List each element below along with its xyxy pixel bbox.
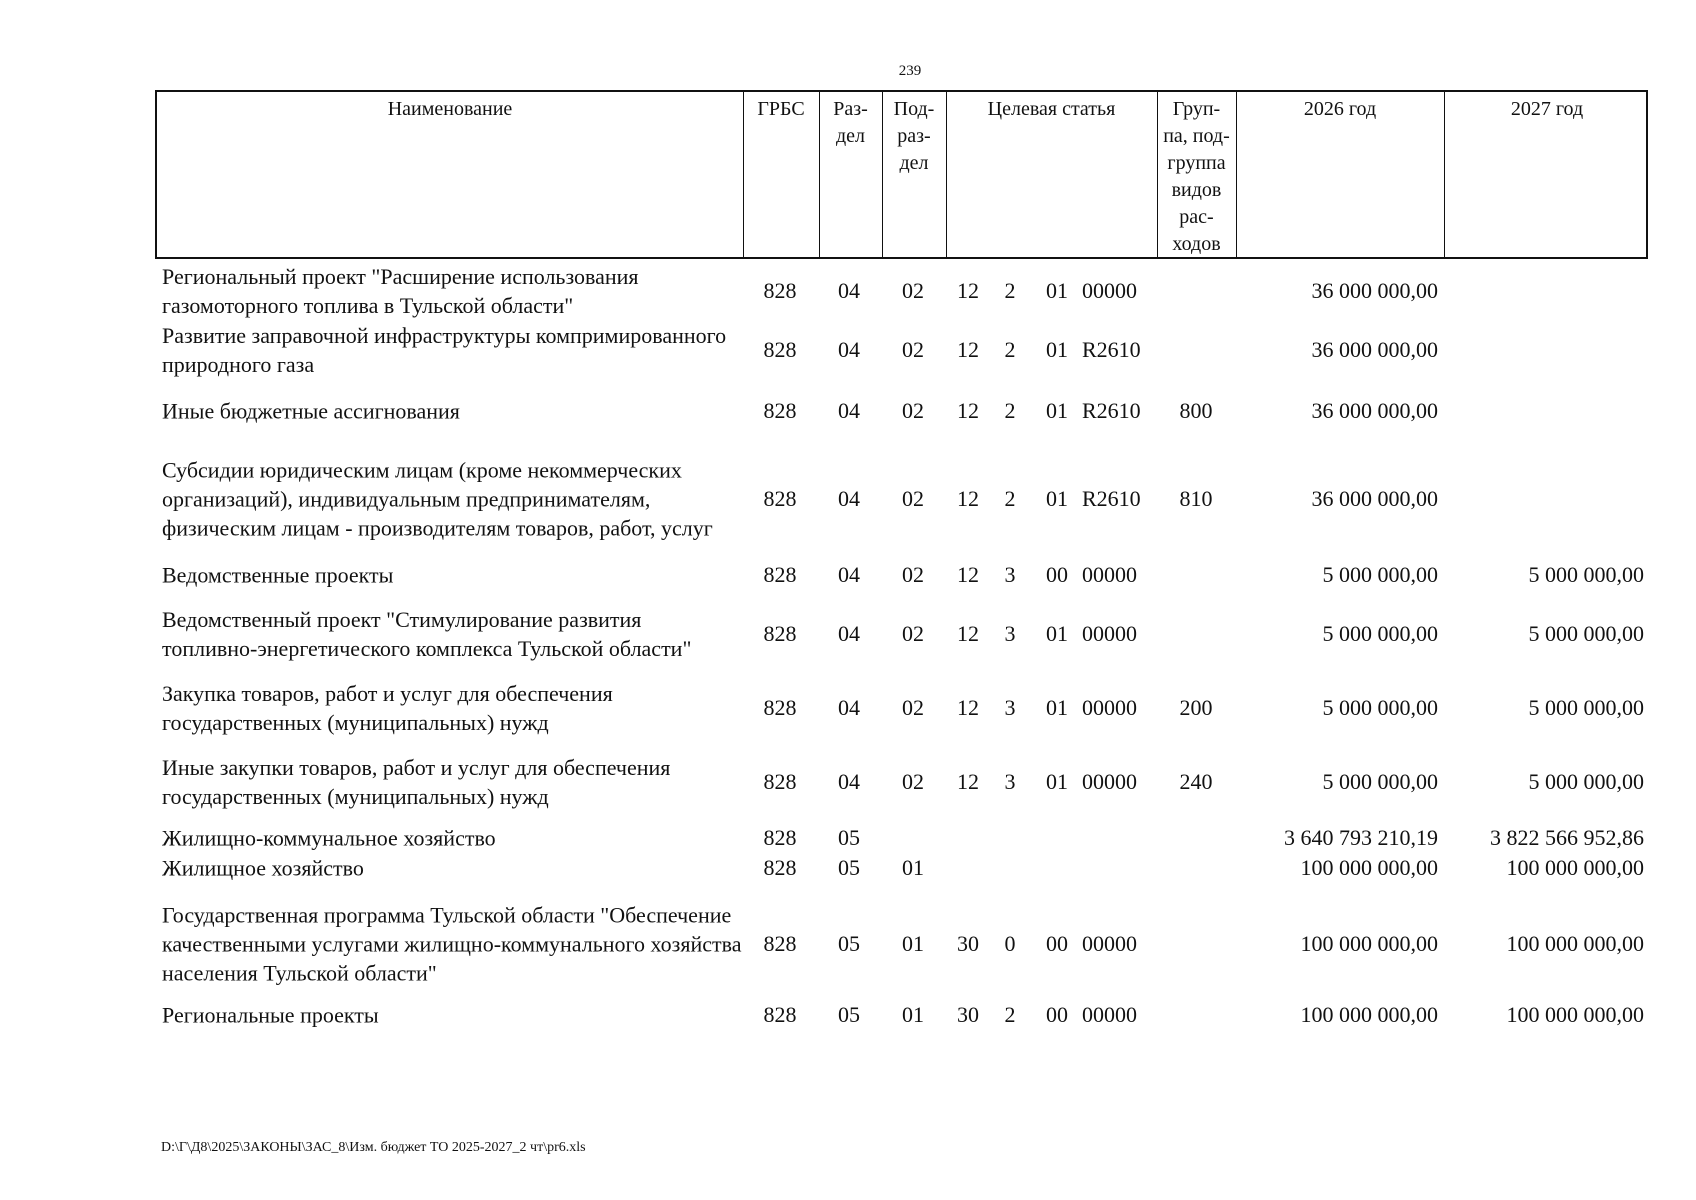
- table-row: [0, 262, 1696, 320]
- row-podrazdel: 02: [902, 695, 924, 720]
- row-target-3: 01: [1046, 398, 1068, 423]
- table-header: [155, 90, 1648, 259]
- row-target-4: 00000: [1082, 621, 1137, 646]
- row-razdel: 04: [838, 398, 860, 423]
- row-target-4: 00000: [1082, 769, 1137, 794]
- row-target-4: R2610: [1082, 337, 1141, 362]
- row-2026: 5 000 000,00: [1322, 621, 1438, 646]
- row-podrazdel: 01: [902, 855, 924, 880]
- row-name: Государственная программа Тульской области "Обеспечение качественными услугами жилищно-коммунального хозяйства населения Тульской области": [162, 902, 742, 986]
- row-2027: 3 822 566 952,86: [1490, 825, 1644, 850]
- row-2027: 5 000 000,00: [1528, 621, 1644, 646]
- row-name: Развитие заправочной инфраструктуры компримированного природного газа: [162, 323, 727, 377]
- row-2026: 36 000 000,00: [1311, 337, 1438, 362]
- row-target-1: 12: [957, 769, 979, 794]
- row-target-4: R2610: [1082, 398, 1141, 423]
- row-target-1: 12: [957, 278, 979, 303]
- row-razdel: 04: [838, 562, 860, 587]
- header-grbs: ГРБС: [757, 98, 805, 120]
- header-2027: 2027 год: [1510, 98, 1584, 120]
- row-2027: 5 000 000,00: [1528, 769, 1644, 794]
- row-grbs: 828: [763, 825, 797, 850]
- row-grbs: 828: [763, 769, 797, 794]
- row-grbs: 828: [763, 337, 797, 362]
- row-target-1: 12: [957, 621, 979, 646]
- table-row: [0, 853, 1696, 883]
- row-grbs: 828: [763, 1002, 797, 1027]
- table-row: [0, 603, 1696, 665]
- row-name: Закупка товаров, работ и услуг для обеспечения государственных (муниципальных) нужд: [162, 681, 613, 735]
- row-target-3: 01: [1046, 278, 1068, 303]
- row-2026: 100 000 000,00: [1300, 855, 1438, 880]
- row-target-3: 01: [1046, 695, 1068, 720]
- row-target-3: 00: [1046, 931, 1068, 956]
- header-2026: 2026 год: [1303, 98, 1377, 120]
- row-target-3: 01: [1046, 486, 1068, 511]
- table-row: [0, 998, 1696, 1032]
- header-celevaya: Целевая статья: [987, 98, 1116, 120]
- row-target-4: 00000: [1082, 562, 1137, 587]
- row-target-1: 12: [957, 398, 979, 423]
- row-target-2: 3: [1004, 621, 1016, 646]
- row-target-4: R2610: [1082, 486, 1141, 511]
- row-podrazdel: 02: [902, 398, 924, 423]
- row-grbs: 828: [763, 562, 797, 587]
- row-2026: 100 000 000,00: [1300, 931, 1438, 956]
- row-target-2: 2: [1004, 486, 1016, 511]
- row-target-2: 2: [1004, 337, 1016, 362]
- row-group: 800: [1179, 398, 1213, 423]
- row-group: 240: [1179, 769, 1213, 794]
- row-target-1: 12: [957, 562, 979, 587]
- row-target-1: 30: [957, 1002, 979, 1027]
- row-podrazdel: 01: [902, 931, 924, 956]
- file-path-footer: D:\Г\Д8\2025\ЗАКОНЫ\ЗАС_8\Изм. бюджет ТО 2025-2027_2 чт\pr6.xls: [161, 1140, 586, 1155]
- row-2027: 5 000 000,00: [1528, 562, 1644, 587]
- row-target-2: 2: [1004, 1002, 1016, 1027]
- row-2026: 36 000 000,00: [1311, 486, 1438, 511]
- row-razdel: 05: [838, 931, 860, 956]
- row-name: Ведомственные проекты: [162, 562, 394, 588]
- row-target-2: 3: [1004, 695, 1016, 720]
- row-target-2: 3: [1004, 562, 1016, 587]
- table-row: [0, 394, 1696, 428]
- row-grbs: 828: [763, 486, 797, 511]
- row-target-3: 01: [1046, 621, 1068, 646]
- row-target-1: 12: [957, 695, 979, 720]
- row-grbs: 828: [763, 398, 797, 423]
- row-2027: 100 000 000,00: [1506, 855, 1644, 880]
- header-podrazdel: Под- раз- дел: [893, 98, 935, 174]
- table-row: [0, 677, 1696, 739]
- row-grbs: 828: [763, 695, 797, 720]
- row-2026: 3 640 793 210,19: [1284, 825, 1438, 850]
- row-razdel: 05: [838, 1002, 860, 1027]
- table-row: [0, 823, 1696, 853]
- row-grbs: 828: [763, 931, 797, 956]
- row-2027: 100 000 000,00: [1506, 1002, 1644, 1027]
- row-2026: 36 000 000,00: [1311, 398, 1438, 423]
- row-razdel: 04: [838, 695, 860, 720]
- row-2026: 5 000 000,00: [1322, 562, 1438, 587]
- row-target-4: 00000: [1082, 278, 1137, 303]
- row-group: 810: [1179, 486, 1213, 511]
- row-target-1: 12: [957, 486, 979, 511]
- table-row: [0, 321, 1696, 379]
- row-target-3: 00: [1046, 1002, 1068, 1027]
- row-target-2: 3: [1004, 769, 1016, 794]
- row-razdel: 05: [838, 825, 860, 850]
- row-podrazdel: 02: [902, 486, 924, 511]
- row-target-3: 00: [1046, 562, 1068, 587]
- row-name: Иные закупки товаров, работ и услуг для обеспечения государственных (муниципальных) нужд: [162, 755, 671, 809]
- row-group: 200: [1179, 695, 1213, 720]
- row-name: Субсидии юридическим лицам (кроме некоммерческих организаций), индивидуальным предпринимателям, физическим лицам - производителям товаров, работ, услуг: [162, 457, 713, 541]
- page-number: 239: [898, 63, 922, 79]
- row-name: Региональный проект "Расширение использования газомоторного топлива в Тульской области": [162, 264, 639, 318]
- row-podrazdel: 02: [902, 278, 924, 303]
- row-razdel: 05: [838, 855, 860, 880]
- row-name: Иные бюджетные ассигнования: [162, 398, 460, 424]
- row-target-3: 01: [1046, 769, 1068, 794]
- row-target-4: 00000: [1082, 1002, 1137, 1027]
- row-2026: 36 000 000,00: [1311, 278, 1438, 303]
- row-2026: 5 000 000,00: [1322, 769, 1438, 794]
- row-razdel: 04: [838, 337, 860, 362]
- row-razdel: 04: [838, 486, 860, 511]
- table-row: [0, 898, 1696, 990]
- row-target-2: 2: [1004, 398, 1016, 423]
- header-razdel: Раз- дел: [833, 98, 868, 147]
- header-name: Наименование: [387, 98, 513, 120]
- row-target-3: 01: [1046, 337, 1068, 362]
- row-target-4: 00000: [1082, 931, 1137, 956]
- row-podrazdel: 02: [902, 562, 924, 587]
- table-row: [0, 558, 1696, 592]
- row-2026: 5 000 000,00: [1322, 695, 1438, 720]
- row-2027: 5 000 000,00: [1528, 695, 1644, 720]
- row-podrazdel: 01: [902, 1002, 924, 1027]
- row-podrazdel: 02: [902, 337, 924, 362]
- row-target-1: 30: [957, 931, 979, 956]
- row-name: Жилищно-коммунальное хозяйство: [162, 825, 496, 851]
- row-grbs: 828: [763, 621, 797, 646]
- row-target-2: 0: [1004, 931, 1016, 956]
- row-2026: 100 000 000,00: [1300, 1002, 1438, 1027]
- row-name: Региональные проекты: [162, 1002, 379, 1028]
- row-name: Ведомственный проект "Стимулирование развития топливно-энергетического комплекса Тульской области": [162, 607, 692, 661]
- row-2027: 100 000 000,00: [1506, 931, 1644, 956]
- row-target-2: 2: [1004, 278, 1016, 303]
- table-row: [0, 439, 1696, 559]
- row-podrazdel: 02: [902, 621, 924, 646]
- row-target-4: 00000: [1082, 695, 1137, 720]
- header-gruppa: Груп- па, под- группа видов рас- ходов: [1163, 98, 1230, 255]
- row-podrazdel: 02: [902, 769, 924, 794]
- row-grbs: 828: [763, 855, 797, 880]
- row-razdel: 04: [838, 769, 860, 794]
- row-name: Жилищное хозяйство: [162, 855, 364, 881]
- table-row: [0, 751, 1696, 813]
- row-razdel: 04: [838, 278, 860, 303]
- row-target-1: 12: [957, 337, 979, 362]
- row-razdel: 04: [838, 621, 860, 646]
- row-grbs: 828: [763, 278, 797, 303]
